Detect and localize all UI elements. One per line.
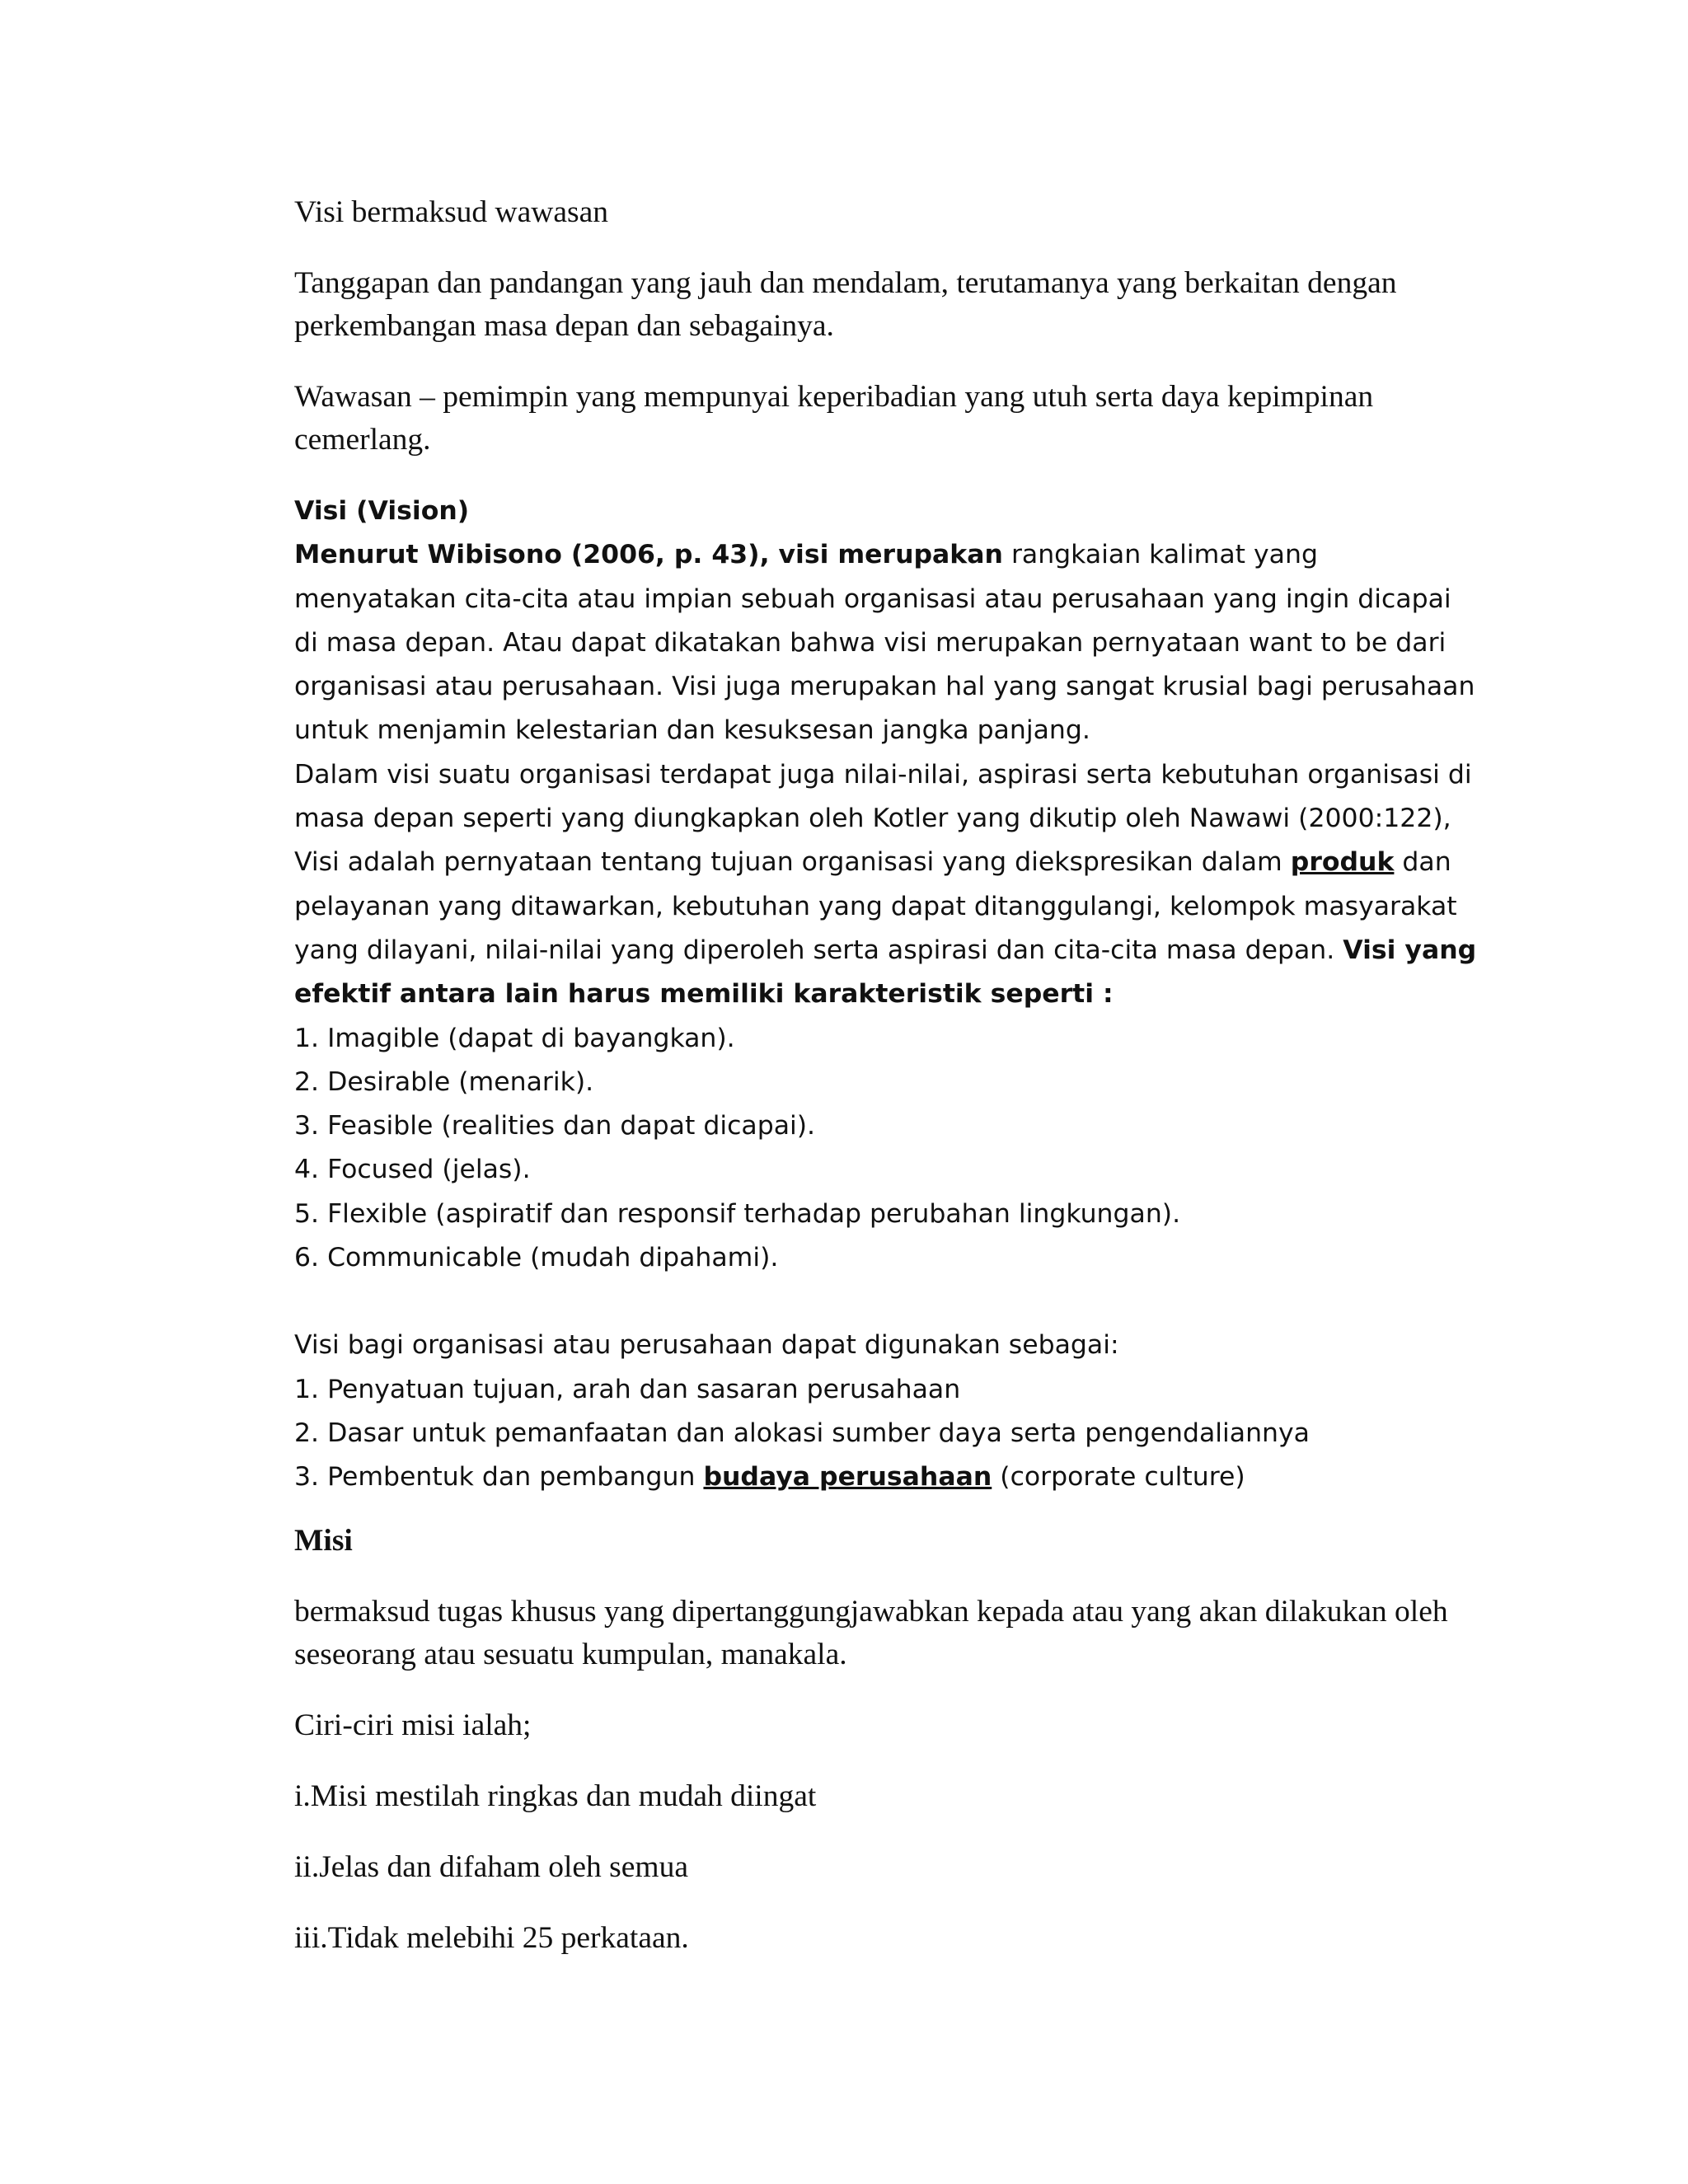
- characteristic-item: 5. Flexible (aspiratif dan responsif terhadap perubahan lingkungan).: [294, 1198, 1181, 1229]
- mission-characteristics-intro: Ciri-ciri misi ialah;: [294, 1708, 532, 1742]
- vision-characteristics-lead: Visi yang efektif antara lain harus memiliki karakteristik seperti :: [294, 935, 1477, 1010]
- vision-paragraph-text-start: Dalam visi suatu organisasi terdapat juga nilai-nilai, aspirasi serta kebutuhan organisasi di masa depan seperti yang diungkapkan oleh Kotler yang dikutip oleh Nawawi (2000:122), Visi adalah pernyataan tentang tujuan organisasi yang diekspresikan dalam: [294, 759, 1472, 878]
- vision-definition-lead: Menurut Wibisono (2006, p. 43), visi merupakan: [294, 540, 1003, 570]
- produk-link[interactable]: produk: [1290, 847, 1395, 878]
- vision-use-text-start: 3. Pembentuk dan pembangun: [294, 1462, 704, 1493]
- intro-line: Visi bermaksud wawasan: [294, 195, 608, 229]
- budaya-perusahaan-link[interactable]: budaya perusahaan: [703, 1462, 992, 1493]
- mission-item: ii.Jelas dan difaham oleh semua: [294, 1849, 688, 1884]
- vision-paragraph-text-mid: dan pelayanan yang ditawarkan, kebutuhan yang dapat ditanggulangi, kelompok masyarakat yang dilayani, nilai-nilai yang diperoleh serta aspirasi dan cita-cita masa depan.: [294, 847, 1457, 965]
- characteristic-item: 4. Focused (jelas).: [294, 1155, 531, 1185]
- characteristic-item: 3. Feasible (realities dan dapat dicapai).: [294, 1111, 816, 1141]
- vision-definition-text: rangkaian kalimat yang menyatakan cita-cita atau impian sebuah organisasi atau perusahaan yang ingin dicapai di masa depan. Atau dapat dikatakan bahwa visi merupakan pernyataan want to be dari organisasi atau perusahaan. Visi juga merupakan hal yang sangat krusial bagi perusahaan untuk menjamin kelestarian dan kesuksesan jangka panjang.: [294, 540, 1475, 746]
- intro-paragraph-2: Wawasan – pemimpin yang mempunyai keperibadian yang utuh serta daya kepimpinan cemerlang.: [294, 380, 1374, 457]
- mission-item: iii.Tidak melebihi 25 perkataan.: [294, 1920, 689, 1955]
- vision-paragraph: [294, 753, 1481, 1017]
- vision-section: [294, 490, 1481, 1500]
- vision-uses-intro: Visi bagi organisasi atau perusahaan dapat digunakan sebagai:: [294, 1330, 1119, 1361]
- vision-heading: Visi (Vision): [294, 496, 470, 526]
- document-body: [294, 191, 1481, 1988]
- characteristic-item: 6. Communicable (mudah dipahami).: [294, 1243, 779, 1273]
- characteristic-item: 1. Imagible (dapat di bayangkan).: [294, 1023, 735, 1053]
- vision-definition: [294, 533, 1481, 752]
- mission-definition: bermaksud tugas khusus yang dipertanggungjawabkan kepada atau yang akan dilakukan oleh seseorang atau sesuatu kumpulan, manakala.: [294, 1594, 1448, 1671]
- spacer: [294, 1280, 1481, 1324]
- mission-heading: Misi: [294, 1523, 353, 1558]
- spacer: [294, 1500, 1481, 1520]
- vision-use-item: 2. Dasar untuk pemanfaatan dan alokasi sumber daya serta pengendaliannya: [294, 1418, 1310, 1448]
- mission-item: i.Misi mestilah ringkas dan mudah diingat: [294, 1779, 817, 1813]
- intro-paragraph-1: Tanggapan dan pandangan yang jauh dan mendalam, terutamanya yang berkaitan dengan perkembangan masa depan dan sebagainya.: [294, 266, 1397, 343]
- vision-use-item: [294, 1455, 1481, 1499]
- vision-use-item: 1. Penyatuan tujuan, arah dan sasaran perusahaan: [294, 1374, 961, 1404]
- characteristic-item: 2. Desirable (menarik).: [294, 1066, 594, 1097]
- vision-use-text-end: (corporate culture): [992, 1462, 1245, 1493]
